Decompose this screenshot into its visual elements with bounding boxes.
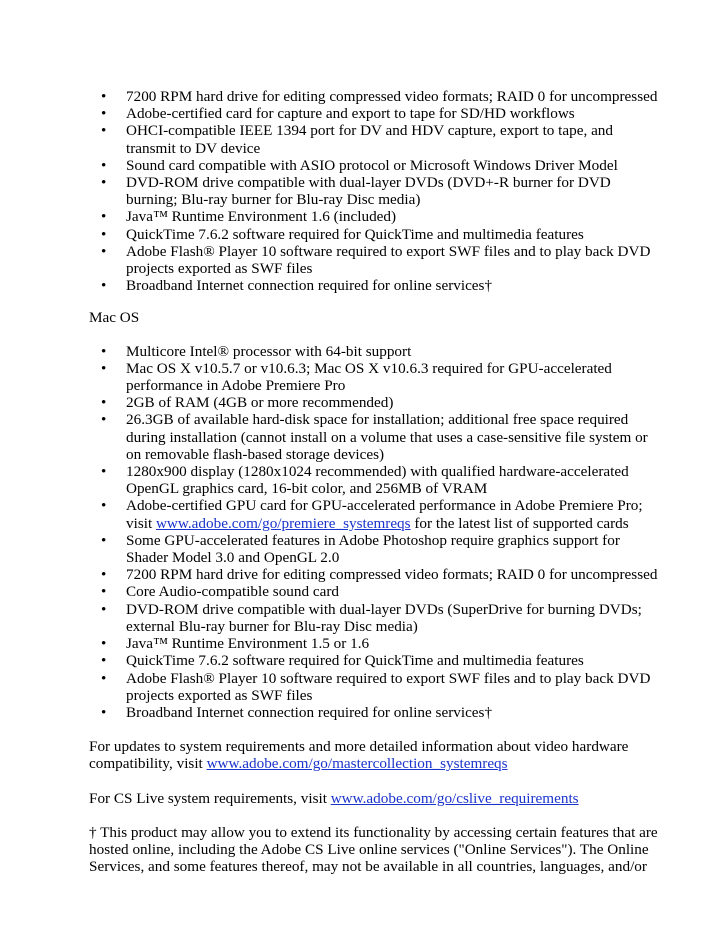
item-text: Adobe-certified GPU card for GPU-accelerated performance in Adobe Premiere Pro; visit [126, 497, 643, 532]
list-item: • 26.3GB of available hard-disk space for installation; additional free space required during installation (cannot install on a volume that uses a case-sensitive file system or on removable flash-based storage devices) [126, 411, 658, 463]
item-text: for the latest list of supported cards [410, 514, 629, 532]
updates-paragraph [89, 738, 658, 772]
list-item: • QuickTime 7.6.2 software required for QuickTime and multimedia features [126, 652, 658, 669]
list-item: • Core Audio-compatible sound card [126, 583, 658, 600]
list-item: • Sound card compatible with ASIO protocol or Microsoft Windows Driver Model [126, 157, 658, 174]
list-item [126, 497, 658, 531]
list-item: • Broadband Internet connection required for online services† [126, 704, 658, 721]
mac-requirements-list [89, 343, 658, 721]
footnote-paragraph: † This product may allow you to extend its functionality by accessing certain features that are hosted online, including the Adobe CS Live online services ("Online Services"). The Online Services, and some features thereof, may not be available in all countries, languages, and/or [89, 823, 658, 876]
list-item: • Broadband Internet connection required for online services† [126, 277, 658, 294]
paragraph-text: For updates to system requirements and more detailed information about video hardware compatibility, visit [89, 738, 629, 773]
mac-os-heading: Mac OS [89, 309, 140, 327]
list-item: • 7200 RPM hard drive for editing compressed video formats; RAID 0 for uncompressed [126, 566, 658, 583]
cslive-paragraph [89, 790, 658, 807]
paragraph-text: For CS Live system requirements, visit [89, 789, 331, 807]
cslive-requirements-link[interactable]: www.adobe.com/go/cslive_requirements [330, 789, 579, 807]
list-item: • QuickTime 7.6.2 software required for QuickTime and multimedia features [126, 226, 658, 243]
list-item: • Adobe Flash® Player 10 software required to export SWF files and to play back DVD projects exported as SWF files [126, 243, 658, 277]
list-item: • Multicore Intel® processor with 64-bit support [126, 343, 658, 360]
list-item: • DVD-ROM drive compatible with dual-layer DVDs (DVD+-R burner for DVD burning; Blu-ray burner for Blu-ray Disc media) [126, 174, 658, 208]
list-item: • Java™ Runtime Environment 1.6 (included) [126, 208, 658, 225]
list-item: • Adobe-certified card for capture and export to tape for SD/HD workflows [126, 105, 658, 122]
list-item: • Mac OS X v10.5.7 or v10.6.3; Mac OS X v10.6.3 required for GPU-accelerated performance in Adobe Premiere Pro [126, 360, 658, 394]
mastercollection-systemreqs-link[interactable]: www.adobe.com/go/mastercollection_systemreqs [206, 755, 508, 773]
list-item: • OHCI-compatible IEEE 1394 port for DV and HDV capture, export to tape, and transmit to DV device [126, 122, 658, 156]
list-item: • Some GPU-accelerated features in Adobe Photoshop require graphics support for Shader Model 3.0 and OpenGL 2.0 [126, 532, 658, 566]
premiere-systemreqs-link[interactable]: www.adobe.com/go/premiere_systemreqs [155, 514, 411, 532]
windows-requirements-list [89, 88, 658, 294]
list-item: • 7200 RPM hard drive for editing compressed video formats; RAID 0 for uncompressed [126, 88, 658, 105]
list-item: • 1280x900 display (1280x1024 recommended) with qualified hardware-accelerated OpenGL graphics card, 16-bit color, and 256MB of VRAM [126, 463, 658, 497]
list-item: • 2GB of RAM (4GB or more recommended) [126, 394, 658, 411]
list-item: • Adobe Flash® Player 10 software required to export SWF files and to play back DVD projects exported as SWF files [126, 670, 658, 704]
list-item: • Java™ Runtime Environment 1.5 or 1.6 [126, 635, 658, 652]
list-item: • DVD-ROM drive compatible with dual-layer DVDs (SuperDrive for burning DVDs; external Blu-ray burner for Blu-ray Disc media) [126, 601, 658, 635]
